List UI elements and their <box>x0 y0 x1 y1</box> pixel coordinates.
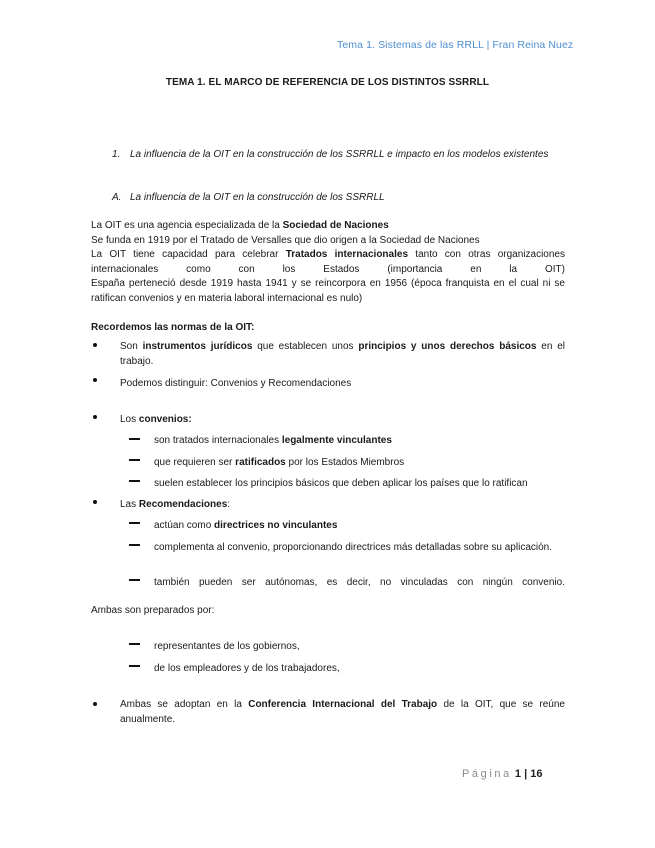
normas-bullet-1 <box>120 340 565 369</box>
intro-line-2: Se funda en 1919 por el Tratado de Versalles que dio origen a la Sociedad de Naciones <box>91 235 480 246</box>
page-separator: | <box>521 768 531 780</box>
bold-text: directrices no vinculantes <box>214 520 338 531</box>
dash-icon <box>129 438 140 440</box>
text: actúan como <box>154 520 215 531</box>
section-a-heading: La influencia de la OIT en la construcción de los SSRRLL <box>130 192 385 203</box>
intro-line-3 <box>91 248 565 277</box>
convenios-heading <box>120 413 594 428</box>
intro-text: La OIT tiene capacidad para celebrar <box>91 249 286 260</box>
intro-line-1 <box>91 219 565 234</box>
bullet-icon <box>93 415 97 419</box>
page-number: 1 <box>514 768 522 780</box>
section-a-letter: A. <box>112 192 122 203</box>
intro-text: La OIT es una agencia especializada de la <box>91 220 283 231</box>
convenios-item-1 <box>154 434 628 449</box>
intro-line-4: España perteneció desde 1919 hasta 1941 y se reincorpora en 1956 (época franquista en el cual ni se ratifican convenios y en materia laboral internacional es nulo) <box>91 278 565 304</box>
page-label: Página <box>462 768 512 780</box>
dash-icon <box>129 665 140 667</box>
text: Son <box>120 341 143 352</box>
bold-text: principios y unos derechos básicos <box>358 341 537 352</box>
document-title: TEMA 1. EL MARCO DE REFERENCIA DE LOS DISTINTOS SSRRLL <box>165 77 490 88</box>
bullet-icon <box>93 378 97 382</box>
dash-icon <box>129 480 140 482</box>
recomendaciones-heading <box>120 498 594 513</box>
section-1-number: 1. <box>112 149 121 160</box>
text: que establecen unos <box>252 341 359 352</box>
convenios-item-2 <box>154 456 628 471</box>
dash-icon <box>129 579 140 581</box>
text: son tratados internacionales <box>154 435 282 446</box>
recomendaciones-item-2: complementa al convenio, proporcionando directrices más detalladas sobre su aplicación. <box>154 542 552 553</box>
adopcion-bullet <box>120 698 565 727</box>
preparados-item-2: de los empleadores y de los trabajadores, <box>154 663 340 674</box>
convenios-item-3: suelen establecer los principios básicos que deben aplicar los países que lo ratifican <box>154 478 528 489</box>
bold-text: Conferencia Internacional del Trabajo <box>248 699 438 710</box>
text: Ambas se adoptan en la <box>120 699 249 710</box>
text: : <box>227 499 231 510</box>
bold-text: legalmente vinculantes <box>281 435 392 446</box>
intro-bold: Tratados internacionales <box>285 249 409 260</box>
bold-text: Recomendaciones <box>138 499 228 510</box>
text: por los Estados Miembros <box>285 457 405 468</box>
text: de la OIT, que se reúne anualmente. <box>120 699 565 725</box>
dash-icon <box>129 459 140 461</box>
bold-text: instrumentos jurídicos <box>142 341 253 352</box>
normas-heading: Recordemos las normas de la OIT: <box>91 322 255 333</box>
section-1-heading: La influencia de la OIT en la construcción de los SSRRLL e impacto en los modelos existentes <box>130 149 549 160</box>
dash-icon <box>129 522 140 524</box>
bold-text: convenios: <box>138 414 192 425</box>
page-header: Tema 1. Sistemas de las RRLL | Fran Reina Nuez <box>337 39 574 51</box>
preparados-heading: Ambas son preparados por: <box>91 605 215 616</box>
page-total: 16 <box>530 768 543 780</box>
dash-icon <box>129 544 140 546</box>
bullet-icon <box>93 702 97 706</box>
text: en el trabajo. <box>120 341 565 367</box>
bullet-icon <box>93 343 97 347</box>
text: Los <box>120 414 139 425</box>
recomendaciones-item-3: también pueden ser autónomas, es decir, no vinculadas con ningún convenio. <box>154 577 565 588</box>
intro-bold: Sociedad de Naciones <box>282 220 389 231</box>
bullet-icon <box>93 500 97 504</box>
text: que requieren ser <box>154 457 236 468</box>
preparados-item-1: representantes de los gobiernos, <box>154 641 300 652</box>
bold-text: ratificados <box>235 457 286 468</box>
intro-text: tanto con otras organizaciones internacionales como con los Estados (importancia en la OIT) <box>91 249 565 275</box>
page-footer <box>462 768 543 780</box>
dash-icon <box>129 643 140 645</box>
recomendaciones-item-1 <box>154 519 628 534</box>
text: Las <box>120 499 139 510</box>
normas-bullet-2: Podemos distinguir: Convenios y Recomendaciones <box>120 378 352 389</box>
